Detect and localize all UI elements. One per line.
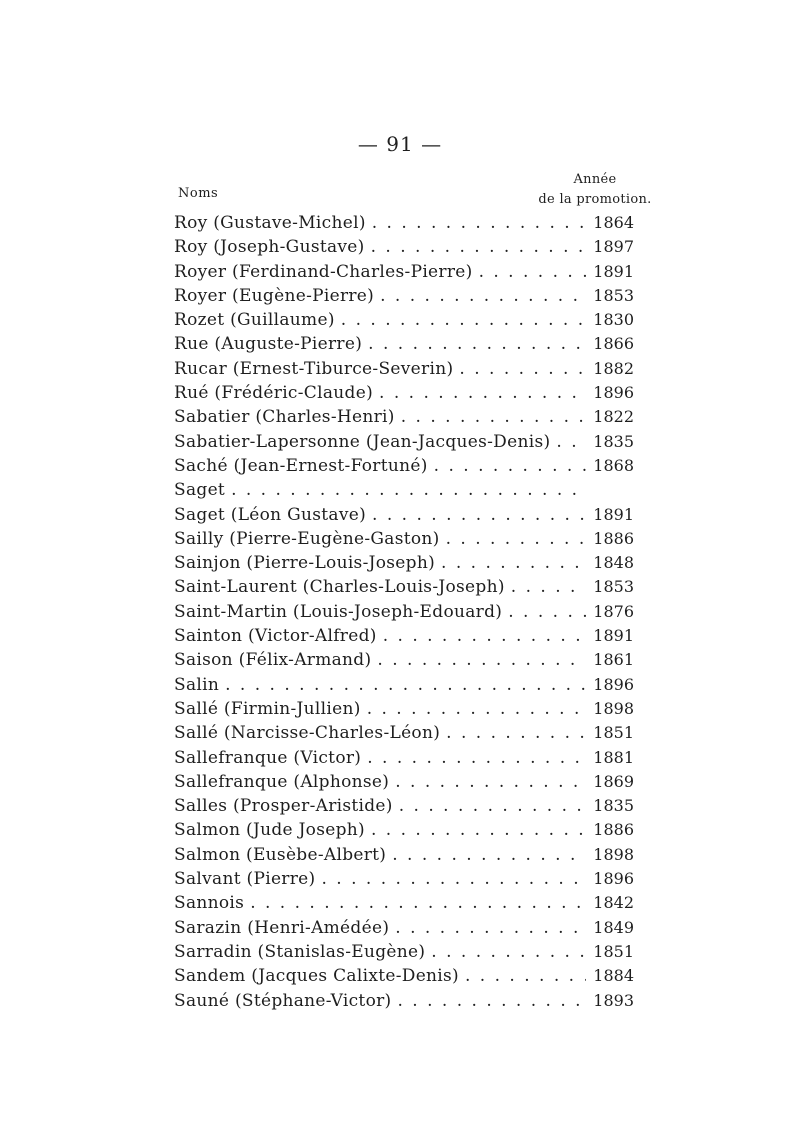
dot-leader — [371, 650, 586, 670]
list-item — [174, 675, 634, 699]
entry-name: Rucar (Ernest-Tiburce-Severin) — [174, 358, 454, 379]
dot-leader — [386, 845, 586, 865]
dot-leader — [365, 820, 586, 840]
entry-year: 1886 — [593, 528, 634, 548]
entry-name: Sainton (Victor-Alfred) — [174, 626, 377, 647]
dot-leader — [389, 918, 586, 938]
list-item — [174, 359, 634, 383]
entry-year: 1891 — [593, 626, 634, 646]
entry-name: Saison (Félix-Armand) — [174, 650, 372, 671]
list-item — [174, 991, 634, 1015]
list-item — [174, 820, 634, 844]
entry-year: 1830 — [593, 310, 634, 330]
dot-leader — [502, 602, 586, 622]
dot-leader — [315, 869, 586, 889]
dot-leader — [362, 334, 586, 354]
entry-year: 1898 — [593, 844, 634, 864]
entry-year: 1869 — [593, 771, 634, 791]
entry-year: 1896 — [593, 869, 634, 889]
dot-leader — [225, 480, 586, 500]
name-list — [174, 213, 634, 1015]
list-item — [174, 334, 634, 358]
entry-name: Salvant (Pierre) — [174, 869, 316, 890]
entry-year: 1896 — [593, 674, 634, 694]
list-item — [174, 480, 634, 504]
dot-leader — [428, 456, 586, 476]
entry-name: Roy (Joseph-Gustave) — [174, 237, 365, 258]
list-item — [174, 286, 634, 310]
dot-leader — [435, 553, 586, 573]
dot-leader — [366, 505, 586, 525]
entry-year: 1848 — [593, 553, 634, 573]
dot-leader — [389, 772, 586, 792]
entry-year: 1822 — [593, 407, 634, 427]
entry-year: 1886 — [593, 820, 634, 840]
entry-name: Salmon (Jude Joseph) — [174, 820, 365, 841]
entry-year: 1853 — [593, 285, 634, 305]
column-header-year — [520, 170, 670, 210]
entry-year: 1849 — [593, 917, 634, 937]
column-header-year-line2: de la promotion. — [538, 192, 652, 207]
dot-leader — [244, 893, 586, 913]
dot-leader — [374, 286, 586, 306]
entry-name: Sallé (Narcisse-Charles-Léon) — [174, 723, 441, 744]
list-item — [174, 723, 634, 747]
dot-leader — [453, 359, 586, 379]
entry-year: 1866 — [593, 334, 634, 354]
dot-leader — [361, 748, 586, 768]
entry-name: Sarazin (Henri-Amédée) — [174, 917, 390, 938]
list-item — [174, 407, 634, 431]
entry-name: Sallé (Firmin-Jullien) — [174, 698, 361, 719]
dot-leader — [361, 699, 586, 719]
dot-leader — [505, 577, 586, 597]
entry-year: 1882 — [593, 358, 634, 378]
list-item — [174, 262, 634, 286]
entry-name: Sailly (Pierre-Eugène-Gaston) — [174, 528, 440, 549]
list-item — [174, 505, 634, 529]
entry-name: Sannois — [174, 893, 245, 914]
entry-name: Sandem (Jacques Calixte-Denis) — [174, 966, 459, 987]
dot-leader — [219, 675, 586, 695]
dot-leader — [393, 796, 586, 816]
entry-year: 1851 — [593, 723, 634, 743]
entry-year: 1891 — [593, 504, 634, 524]
entry-name: Sainjon (Pierre-Louis-Joseph) — [174, 553, 436, 574]
list-item — [174, 748, 634, 772]
entry-name: Sabatier-Lapersonne (Jean-Jacques-Denis) — [174, 431, 551, 452]
entry-year: 1842 — [593, 893, 634, 913]
list-item — [174, 918, 634, 942]
dot-leader — [366, 213, 586, 233]
entry-year: 1893 — [593, 990, 634, 1010]
list-item — [174, 796, 634, 820]
list-item — [174, 602, 634, 626]
list-item — [174, 456, 634, 480]
dot-leader — [440, 723, 586, 743]
entry-name: Salmon (Eusèbe-Albert) — [174, 844, 387, 865]
entry-name: Rué (Frédéric-Claude) — [174, 383, 374, 404]
list-item — [174, 310, 634, 334]
list-item — [174, 237, 634, 261]
entry-year: 1881 — [593, 747, 634, 767]
dot-leader — [459, 966, 586, 986]
entry-name: Royer (Eugène-Pierre) — [174, 285, 375, 306]
dot-leader — [377, 626, 586, 646]
entry-name: Roy (Gustave-Michel) — [174, 213, 366, 233]
entry-name: Sarradin (Stanislas-Eugène) — [174, 941, 426, 962]
entry-name: Sallefranque (Alphonse) — [174, 771, 390, 792]
entry-name: Saint-Martin (Louis-Joseph-Edouard) — [174, 601, 503, 622]
entry-year: 1891 — [593, 261, 634, 281]
dot-leader — [425, 942, 586, 962]
entry-name: Salles (Prosper-Aristide) — [174, 796, 393, 817]
list-item — [174, 213, 634, 237]
entry-year: 1868 — [593, 455, 634, 475]
entry-name: Salin — [174, 674, 220, 695]
dot-leader — [335, 310, 586, 330]
list-item — [174, 942, 634, 966]
entry-name: Sallefranque (Victor) — [174, 747, 362, 768]
dot-leader — [373, 383, 586, 403]
entry-name: Rozet (Guillaume) — [174, 310, 335, 331]
list-item — [174, 432, 634, 456]
entry-year: 1864 — [593, 213, 634, 232]
list-item — [174, 553, 634, 577]
entry-year: 1897 — [593, 237, 634, 257]
list-item — [174, 577, 634, 601]
entry-year: 1835 — [593, 796, 634, 816]
entry-year: 1884 — [593, 966, 634, 986]
entry-name: Rue (Auguste-Pierre) — [174, 334, 363, 355]
entry-year: 1861 — [593, 650, 634, 670]
entry-year: 1876 — [593, 601, 634, 621]
list-item — [174, 966, 634, 990]
entry-name: Saget (Léon Gustave) — [174, 504, 367, 525]
list-item — [174, 845, 634, 869]
entry-name: Saint-Laurent (Charles-Louis-Joseph) — [174, 577, 505, 598]
list-item — [174, 529, 634, 553]
list-item — [174, 772, 634, 796]
list-item — [174, 650, 634, 674]
list-item — [174, 626, 634, 650]
dot-leader — [440, 529, 586, 549]
list-item — [174, 893, 634, 917]
entry-year: 1835 — [593, 431, 634, 451]
entry-name: Royer (Ferdinand-Charles-Pierre) — [174, 261, 473, 282]
entry-year: 1853 — [593, 577, 634, 597]
column-header-names: Noms — [178, 186, 219, 201]
entry-name: Saché (Jean-Ernest-Fortuné) — [174, 455, 428, 476]
dot-leader — [365, 237, 586, 257]
entry-name: Sabatier (Charles-Henri) — [174, 407, 395, 428]
entry-year: 1851 — [593, 941, 634, 961]
entry-year: 1896 — [593, 383, 634, 403]
dot-leader — [550, 432, 586, 452]
list-item — [174, 383, 634, 407]
list-item — [174, 869, 634, 893]
entry-name: Saget — [174, 480, 226, 501]
column-header-year-line1: Année — [573, 172, 617, 187]
page-number: — 91 — — [357, 132, 443, 156]
dot-leader — [473, 262, 586, 282]
list-item — [174, 699, 634, 723]
dot-leader — [395, 407, 586, 427]
entry-name: Sauné (Stéphane-Victor) — [174, 990, 392, 1011]
dot-leader — [391, 991, 586, 1011]
entry-year: 1898 — [593, 698, 634, 718]
